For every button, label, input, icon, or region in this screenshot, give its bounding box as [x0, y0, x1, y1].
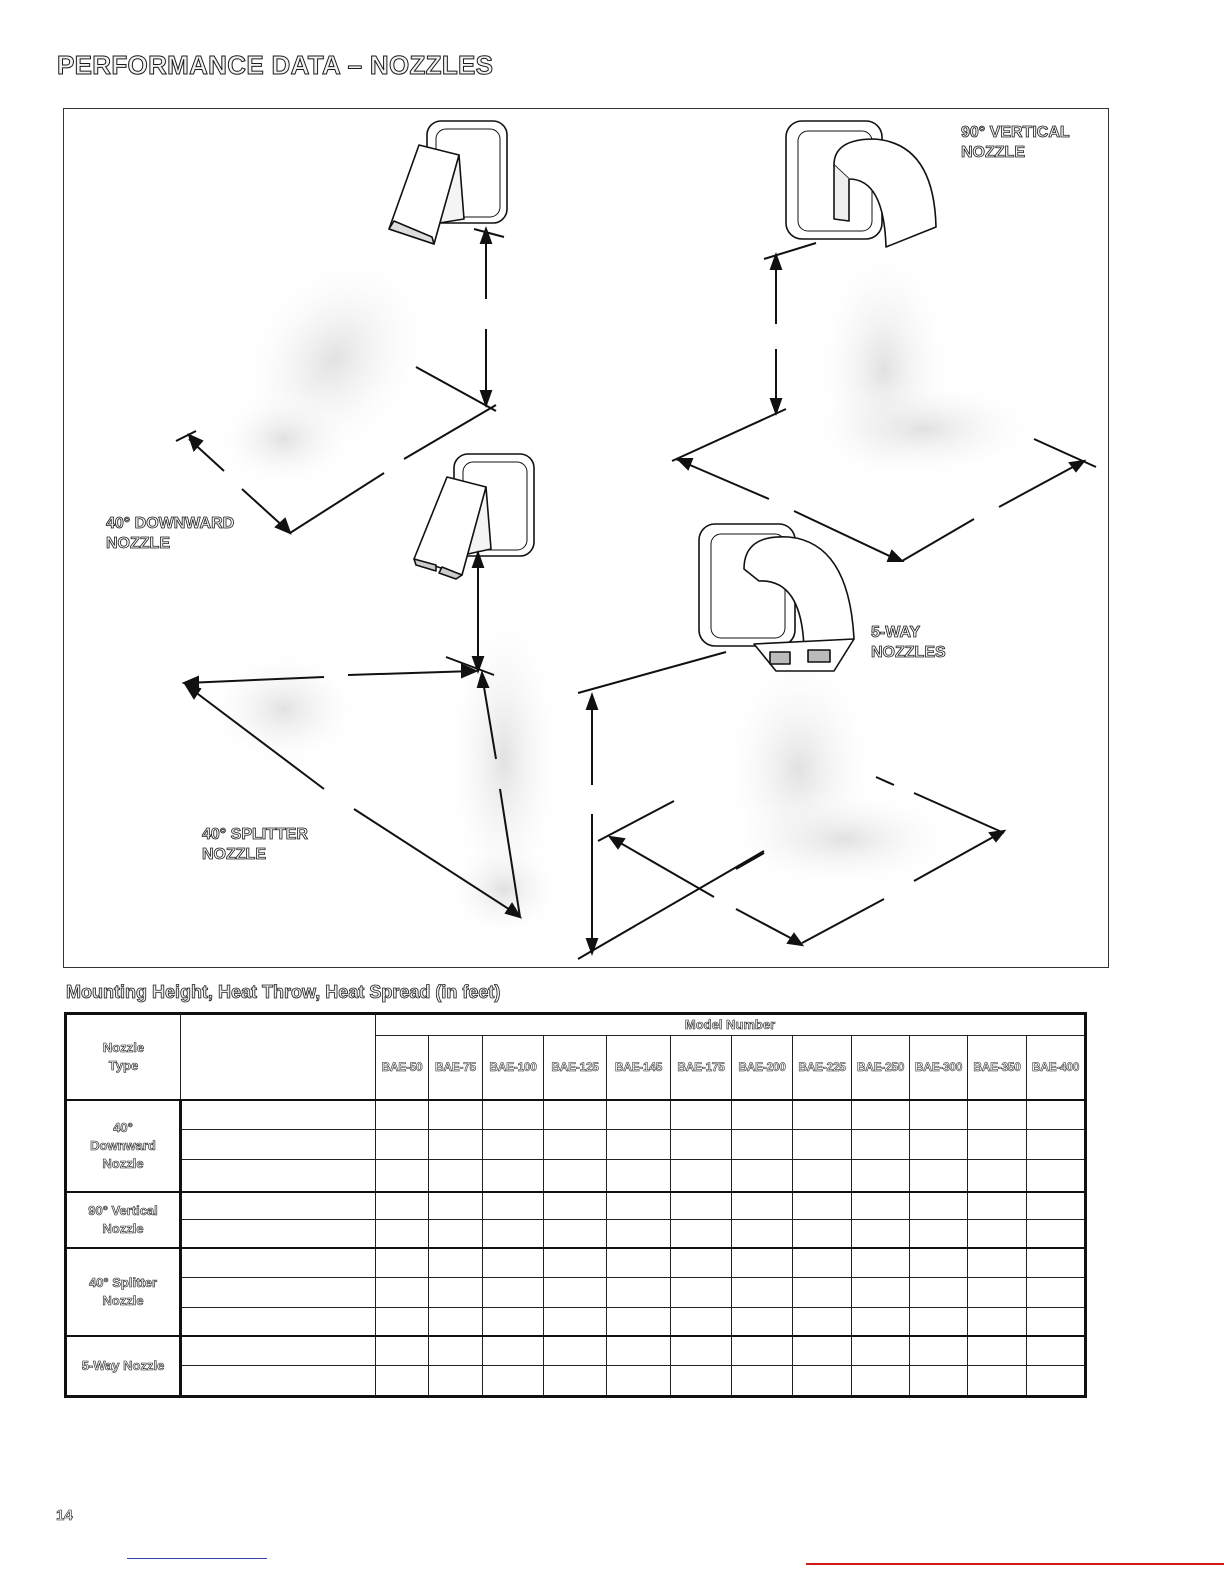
header-model-bae-125 — [544, 1036, 607, 1100]
nozzle-type-label: 90° Vertical Nozzle — [88, 1202, 158, 1236]
row-label-cell — [181, 1248, 376, 1278]
value-cell — [671, 1160, 732, 1192]
value-cell — [544, 1100, 607, 1130]
value-cell — [910, 1336, 968, 1366]
value-cell — [429, 1278, 483, 1308]
value-cell — [1027, 1130, 1086, 1160]
value-cell — [429, 1192, 483, 1220]
value-cell — [376, 1366, 429, 1397]
value-cell — [483, 1100, 544, 1130]
header-model-label: BAE-200 — [738, 1060, 786, 1075]
value-cell — [483, 1308, 544, 1336]
header-model-label: BAE-145 — [614, 1060, 663, 1075]
value-cell — [429, 1160, 483, 1192]
value-cell — [793, 1192, 852, 1220]
value-cell — [429, 1248, 483, 1278]
heater-vertical — [786, 121, 936, 247]
value-cell — [671, 1220, 732, 1248]
table-row — [66, 1278, 1086, 1308]
page-title: PERFORMANCE DATA – NOZZLES — [57, 50, 494, 80]
value-cell — [910, 1192, 968, 1220]
value-cell — [968, 1248, 1027, 1278]
value-cell — [376, 1130, 429, 1160]
value-cell — [544, 1248, 607, 1278]
value-cell — [483, 1130, 544, 1160]
value-cell — [376, 1220, 429, 1248]
value-cell — [544, 1130, 607, 1160]
value-cell — [793, 1220, 852, 1248]
value-cell — [429, 1220, 483, 1248]
nozzle-type-cell — [66, 1192, 181, 1248]
label-five-way-line1: 5-WAY — [871, 624, 921, 641]
air-plume-downward — [191, 209, 476, 509]
value-cell — [483, 1192, 544, 1220]
value-cell — [793, 1366, 852, 1397]
value-cell — [607, 1160, 671, 1192]
row-label-cell — [181, 1220, 376, 1248]
header-model-bae-100 — [483, 1036, 544, 1100]
value-cell — [852, 1220, 910, 1248]
value-cell — [607, 1366, 671, 1397]
heater-downward — [389, 121, 507, 244]
row-label-cell — [181, 1130, 376, 1160]
header-blank — [181, 1014, 376, 1100]
nozzle-type-label: 5-Way Nozzle — [81, 1357, 165, 1373]
value-cell — [910, 1130, 968, 1160]
value-cell — [1027, 1248, 1086, 1278]
footer-red-rule — [806, 1563, 1224, 1565]
value-cell — [968, 1278, 1027, 1308]
value-cell — [793, 1278, 852, 1308]
header-model-label: BAE-350 — [973, 1060, 1021, 1075]
value-cell — [671, 1336, 732, 1366]
value-cell — [852, 1308, 910, 1336]
value-cell — [607, 1278, 671, 1308]
value-cell — [429, 1308, 483, 1336]
performance-table — [64, 1012, 1087, 1398]
value-cell — [968, 1366, 1027, 1397]
value-cell — [793, 1160, 852, 1192]
value-cell — [732, 1278, 793, 1308]
value-cell — [732, 1130, 793, 1160]
value-cell — [793, 1248, 852, 1278]
value-cell — [732, 1248, 793, 1278]
header-model-number-text: Model Number — [684, 1017, 776, 1032]
header-nozzle-type — [66, 1014, 181, 1100]
row-label-cell — [181, 1100, 376, 1130]
header-model-bae-145 — [607, 1036, 671, 1100]
label-five-way-line2: NOZZLES — [871, 644, 946, 661]
table-body — [66, 1100, 1086, 1397]
value-cell — [544, 1278, 607, 1308]
row-label-cell — [181, 1366, 376, 1397]
value-cell — [910, 1248, 968, 1278]
header-model-bae-300 — [910, 1036, 968, 1100]
footer-link-underline[interactable] — [127, 1558, 267, 1559]
value-cell — [732, 1366, 793, 1397]
value-cell — [544, 1192, 607, 1220]
air-plume-splitter — [204, 599, 564, 939]
table-row — [66, 1160, 1086, 1192]
value-cell — [732, 1220, 793, 1248]
header-model-label: BAE-50 — [381, 1060, 423, 1075]
header-model-bae-350 — [968, 1036, 1027, 1100]
label-splitter-line2: NOZZLE — [202, 846, 266, 863]
label-downward-line1: 40° DOWNWARD — [106, 515, 235, 532]
label-vertical-line2: NOZZLE — [961, 144, 1025, 161]
value-cell — [852, 1248, 910, 1278]
value-cell — [544, 1308, 607, 1336]
value-cell — [607, 1192, 671, 1220]
value-cell — [607, 1308, 671, 1336]
value-cell — [607, 1130, 671, 1160]
table-caption: Mounting Height, Heat Throw, Heat Spread (in feet) — [66, 982, 501, 1002]
value-cell — [910, 1100, 968, 1130]
row-label-cell — [181, 1192, 376, 1220]
value-cell — [793, 1308, 852, 1336]
value-cell — [910, 1308, 968, 1336]
label-downward-line2: NOZZLE — [106, 535, 170, 552]
nozzle-type-cell — [66, 1336, 181, 1397]
header-model-bae-400 — [1027, 1036, 1086, 1100]
value-cell — [852, 1278, 910, 1308]
value-cell — [910, 1160, 968, 1192]
value-cell — [852, 1100, 910, 1130]
value-cell — [429, 1100, 483, 1130]
value-cell — [376, 1192, 429, 1220]
value-cell — [544, 1220, 607, 1248]
header-model-label: BAE-175 — [677, 1060, 725, 1075]
value-cell — [671, 1130, 732, 1160]
value-cell — [968, 1130, 1027, 1160]
value-cell — [1027, 1336, 1086, 1366]
value-cell — [732, 1160, 793, 1192]
value-cell — [852, 1160, 910, 1192]
table-row — [66, 1192, 1086, 1220]
value-cell — [607, 1248, 671, 1278]
value-cell — [910, 1278, 968, 1308]
value-cell — [376, 1278, 429, 1308]
label-splitter-nozzle — [202, 825, 308, 865]
value-cell — [793, 1130, 852, 1160]
value-cell — [671, 1366, 732, 1397]
value-cell — [483, 1366, 544, 1397]
row-label-cell — [181, 1278, 376, 1308]
nozzle-diagram — [63, 108, 1109, 968]
nozzle-type-label: 40° Splitter Nozzle — [88, 1274, 158, 1308]
header-model-label: BAE-250 — [856, 1060, 905, 1075]
heater-splitter — [414, 454, 534, 579]
header-model-label: BAE-75 — [435, 1060, 476, 1075]
value-cell — [483, 1220, 544, 1248]
value-cell — [968, 1336, 1027, 1366]
value-cell — [793, 1336, 852, 1366]
value-cell — [968, 1220, 1027, 1248]
value-cell — [671, 1192, 732, 1220]
table-row — [66, 1220, 1086, 1248]
value-cell — [429, 1336, 483, 1366]
header-model-bae-75 — [429, 1036, 483, 1100]
header-model-label: BAE-400 — [1031, 1060, 1080, 1075]
value-cell — [732, 1192, 793, 1220]
value-cell — [376, 1100, 429, 1130]
header-model-bae-225 — [793, 1036, 852, 1100]
value-cell — [910, 1366, 968, 1397]
value-cell — [852, 1130, 910, 1160]
nozzle-type-cell — [66, 1248, 181, 1336]
nozzle-type-cell — [66, 1100, 181, 1192]
air-plume-five-way — [719, 649, 964, 889]
header-model-bae-50 — [376, 1036, 429, 1100]
value-cell — [483, 1336, 544, 1366]
value-cell — [1027, 1160, 1086, 1192]
table-row — [66, 1130, 1086, 1160]
value-cell — [483, 1278, 544, 1308]
table-row — [66, 1366, 1086, 1397]
value-cell — [852, 1192, 910, 1220]
header-model-number — [376, 1014, 1086, 1036]
label-vertical-line1: 90° VERTICAL — [961, 124, 1070, 141]
row-label-cell — [181, 1160, 376, 1192]
label-downward-nozzle — [106, 514, 234, 554]
row-label-cell — [181, 1336, 376, 1366]
value-cell — [732, 1308, 793, 1336]
header-model-bae-200 — [732, 1036, 793, 1100]
value-cell — [968, 1160, 1027, 1192]
label-vertical-nozzle — [961, 123, 1070, 163]
header-model-label: BAE-225 — [798, 1060, 846, 1075]
value-cell — [671, 1100, 732, 1130]
value-cell — [910, 1220, 968, 1248]
header-model-bae-175 — [671, 1036, 732, 1100]
value-cell — [544, 1366, 607, 1397]
value-cell — [732, 1336, 793, 1366]
header-model-bae-250 — [852, 1036, 910, 1100]
value-cell — [429, 1366, 483, 1397]
page-number: 14 — [56, 1507, 73, 1524]
value-cell — [732, 1100, 793, 1130]
table-row — [66, 1248, 1086, 1278]
row-label-cell — [181, 1308, 376, 1336]
value-cell — [671, 1248, 732, 1278]
label-splitter-line1: 40° SPLITTER — [202, 826, 308, 843]
value-cell — [1027, 1100, 1086, 1130]
value-cell — [1027, 1278, 1086, 1308]
table-row — [66, 1100, 1086, 1130]
value-cell — [968, 1308, 1027, 1336]
value-cell — [376, 1248, 429, 1278]
value-cell — [1027, 1308, 1086, 1336]
heater-five-way — [699, 524, 854, 671]
value-cell — [671, 1278, 732, 1308]
value-cell — [483, 1160, 544, 1192]
value-cell — [671, 1308, 732, 1336]
header-model-label: BAE-100 — [489, 1060, 537, 1075]
header-model-label: BAE-125 — [551, 1060, 599, 1075]
value-cell — [968, 1192, 1027, 1220]
value-cell — [376, 1308, 429, 1336]
value-cell — [793, 1100, 852, 1130]
value-cell — [1027, 1366, 1086, 1397]
value-cell — [607, 1336, 671, 1366]
table-row — [66, 1336, 1086, 1366]
header-model-label: BAE-300 — [914, 1060, 963, 1075]
value-cell — [852, 1366, 910, 1397]
value-cell — [429, 1130, 483, 1160]
label-five-way-nozzles — [871, 623, 946, 663]
value-cell — [607, 1100, 671, 1130]
value-cell — [544, 1336, 607, 1366]
air-plume-vertical — [804, 239, 1044, 499]
value-cell — [376, 1336, 429, 1366]
value-cell — [483, 1248, 544, 1278]
value-cell — [1027, 1192, 1086, 1220]
value-cell — [1027, 1220, 1086, 1248]
header-nozzle-type-text: Nozzle Type — [102, 1039, 145, 1073]
nozzle-type-label: 40° Downward Nozzle — [90, 1119, 156, 1171]
value-cell — [968, 1100, 1027, 1130]
value-cell — [376, 1160, 429, 1192]
value-cell — [607, 1220, 671, 1248]
value-cell — [544, 1160, 607, 1192]
value-cell — [852, 1336, 910, 1366]
table-row — [66, 1308, 1086, 1336]
